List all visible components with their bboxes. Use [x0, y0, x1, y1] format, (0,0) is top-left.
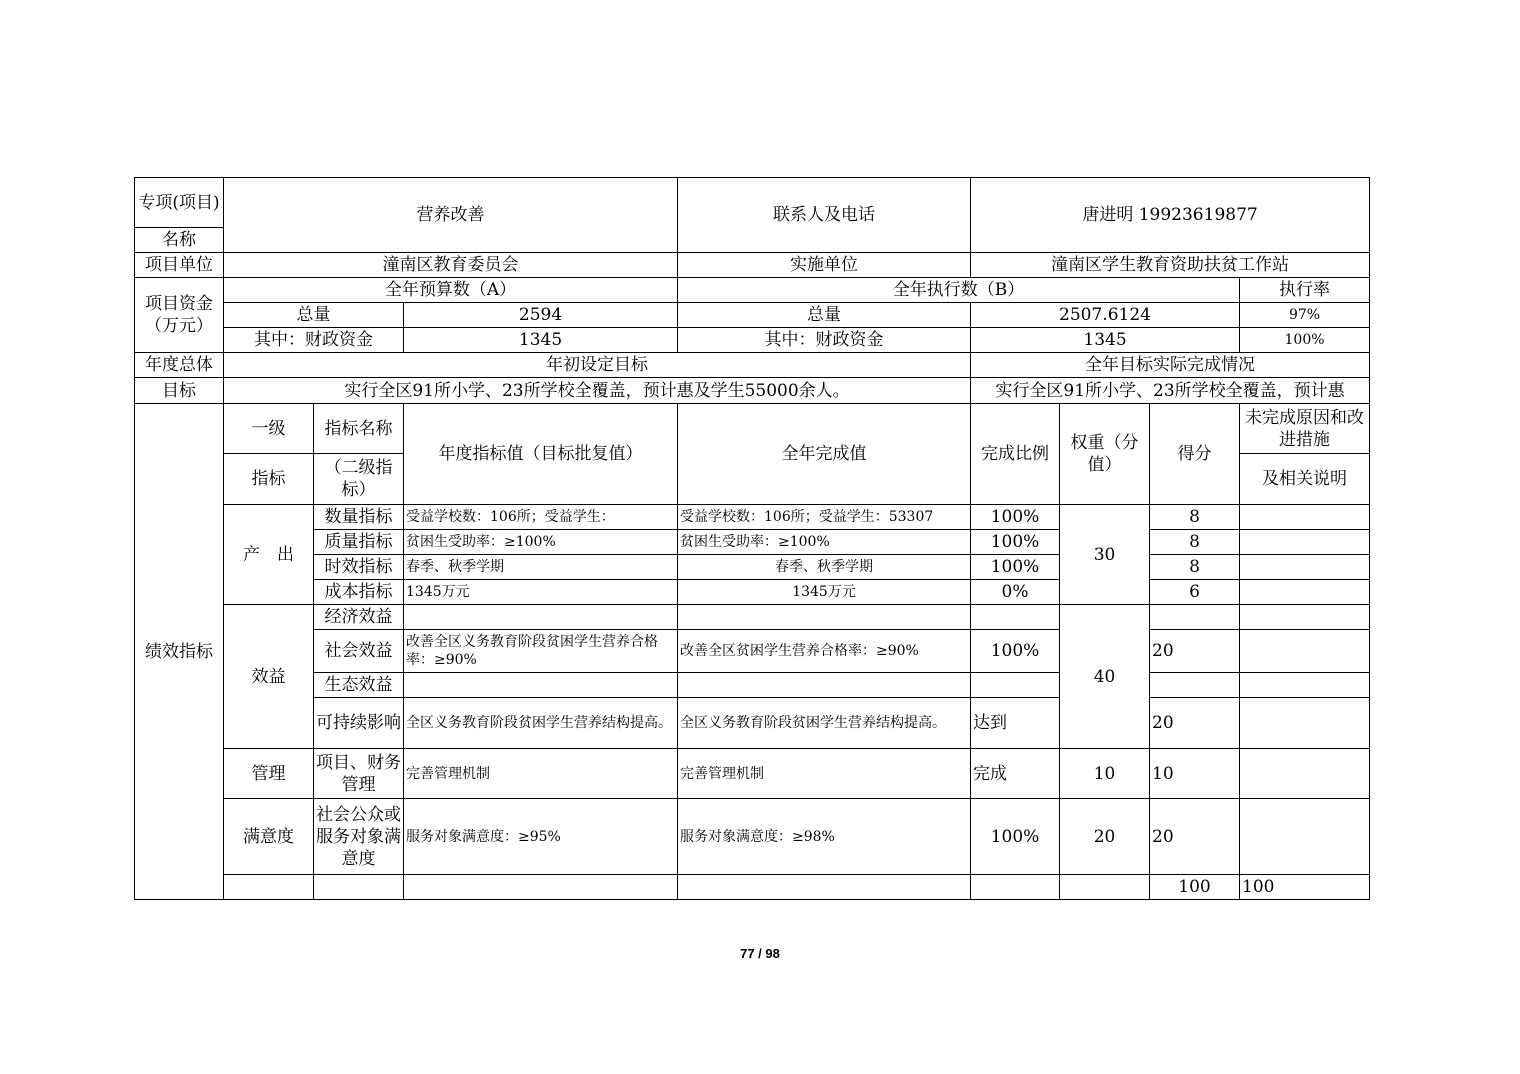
- indicator-name: 项目、财务管理: [314, 749, 404, 799]
- indicator-actual: [678, 605, 971, 630]
- goal-label: 年度总体: [135, 353, 224, 378]
- performance-table: [134, 177, 1370, 900]
- col-name-header: 指标名称: [314, 404, 404, 454]
- indicator-target: 1345万元: [404, 580, 678, 605]
- col-actual-header: 全年完成值: [678, 404, 971, 505]
- total-row-cell: [224, 875, 314, 900]
- budget-header: 全年预算数（A）: [224, 278, 678, 303]
- indicator-actual: 春季、秋季学期: [678, 555, 971, 580]
- project-name-value: 营养改善: [224, 178, 678, 253]
- total-row-cell: [404, 875, 678, 900]
- indicator-name: 时效指标: [314, 555, 404, 580]
- total-weight: 100: [1150, 875, 1240, 900]
- project-name-label-2: 名称: [135, 228, 224, 253]
- indicator-target: 贫困生受助率：≥100%: [404, 530, 678, 555]
- indicator-ratio: [971, 673, 1060, 698]
- indicator-target: [404, 605, 678, 630]
- fiscal-exec: 1345: [971, 328, 1240, 353]
- indicator-name: 数量指标: [314, 505, 404, 530]
- indicator-reason: [1240, 630, 1370, 673]
- project-unit-label: 项目单位: [135, 253, 224, 278]
- goal-label-2: 目标: [135, 378, 224, 404]
- total-label-2: 总量: [678, 303, 971, 328]
- indicator-ratio: 达到: [971, 698, 1060, 749]
- total-row-cell: [971, 875, 1060, 900]
- indicator-target: [404, 673, 678, 698]
- management-weight: 10: [1060, 749, 1150, 799]
- indicator-reason: [1240, 505, 1370, 530]
- indicator-name: 经济效益: [314, 605, 404, 630]
- indicator-ratio: 100%: [971, 555, 1060, 580]
- indicator-actual: 受益学校数：106所；受益学生：53307: [678, 505, 971, 530]
- indicator-score: 20: [1150, 799, 1240, 875]
- indicator-reason: [1240, 749, 1370, 799]
- indicator-ratio: 100%: [971, 799, 1060, 875]
- indicator-score: 8: [1150, 505, 1240, 530]
- indicator-score: 8: [1150, 555, 1240, 580]
- indicator-target: 完善管理机制: [404, 749, 678, 799]
- goal-set-text: 实行全区91所小学、23所学校全覆盖，预计惠及学生55000余人。: [224, 378, 971, 404]
- indicator-reason: [1240, 580, 1370, 605]
- total-row-cell: [678, 875, 971, 900]
- indicator-reason: [1240, 530, 1370, 555]
- indicator-target: 受益学校数：106所；受益学生：: [404, 505, 678, 530]
- total-budget: 2594: [404, 303, 678, 328]
- indicator-name: 质量指标: [314, 530, 404, 555]
- indicator-target: 春季、秋季学期: [404, 555, 678, 580]
- page-number: 77 / 98: [740, 946, 780, 961]
- benefit-weight: 40: [1060, 605, 1150, 749]
- project-unit-value: 潼南区教育委员会: [224, 253, 678, 278]
- satisfaction-weight: 20: [1060, 799, 1150, 875]
- indicator-target: 全区义务教育阶段贫困学生营养结构提高。: [404, 698, 678, 749]
- impl-unit-value: 潼南区学生教育资助扶贫工作站: [971, 253, 1370, 278]
- indicator-score: 20: [1150, 698, 1240, 749]
- indicator-name: 可持续影响: [314, 698, 404, 749]
- rate-header: 执行率: [1240, 278, 1370, 303]
- indicator-name: 成本指标: [314, 580, 404, 605]
- management-level1: 管理: [224, 749, 314, 799]
- indicator-target: 改善全区义务教育阶段贫困学生营养合格率：≥90%: [404, 630, 678, 673]
- indicator-reason: [1240, 698, 1370, 749]
- col-reason-header-2: 及相关说明: [1240, 454, 1370, 505]
- total-score: 100: [1240, 875, 1370, 900]
- goal-set-header: 年初设定目标: [224, 353, 971, 378]
- indicator-actual: 全区义务教育阶段贫困学生营养结构提高。: [678, 698, 971, 749]
- indicator-target: 服务对象满意度：≥95%: [404, 799, 678, 875]
- col-weight-header: 权重（分值）: [1060, 404, 1150, 505]
- indicator-reason: [1240, 605, 1370, 630]
- exec-header: 全年执行数（B）: [678, 278, 1240, 303]
- indicator-score: [1150, 605, 1240, 630]
- goal-actual-header: 全年目标实际完成情况: [971, 353, 1370, 378]
- col-name-header-2: （二级指标）: [314, 454, 404, 505]
- total-rate: 97%: [1240, 303, 1370, 328]
- col-ratio-header: 完成比例: [971, 404, 1060, 505]
- col-target-header: 年度指标值（目标批复值）: [404, 404, 678, 505]
- impl-unit-label: 实施单位: [678, 253, 971, 278]
- indicator-reason: [1240, 555, 1370, 580]
- col-reason-header: 未完成原因和改进措施: [1240, 404, 1370, 454]
- indicator-reason: [1240, 673, 1370, 698]
- indicator-actual: 完善管理机制: [678, 749, 971, 799]
- contact-value: 唐进明 19923619877: [971, 178, 1370, 253]
- indicator-actual: [678, 673, 971, 698]
- total-exec: 2507.6124: [971, 303, 1240, 328]
- indicator-actual: 贫困生受助率：≥100%: [678, 530, 971, 555]
- col-score-header: 得分: [1150, 404, 1240, 505]
- output-weight: 30: [1060, 505, 1150, 605]
- indicator-name: 社会效益: [314, 630, 404, 673]
- funds-label: 项目资金（万元）: [135, 278, 224, 353]
- indicator-actual: 改善全区贫困学生营养合格率：≥90%: [678, 630, 971, 673]
- project-name-label: 专项(项目): [135, 178, 224, 228]
- indicator-ratio: 100%: [971, 630, 1060, 673]
- indicator-name: 生态效益: [314, 673, 404, 698]
- col-level1-header: 一级: [224, 404, 314, 454]
- fiscal-label: 其中：财政资金: [224, 328, 404, 353]
- indicator-ratio: 100%: [971, 530, 1060, 555]
- indicator-score: 6: [1150, 580, 1240, 605]
- indicator-actual: 服务对象满意度：≥98%: [678, 799, 971, 875]
- contact-label: 联系人及电话: [678, 178, 971, 253]
- indicator-score: 8: [1150, 530, 1240, 555]
- indicator-ratio: 完成: [971, 749, 1060, 799]
- indicator-ratio: 0%: [971, 580, 1060, 605]
- indicators-section-label: 绩效指标: [135, 404, 224, 900]
- indicator-reason: [1240, 799, 1370, 875]
- goal-actual-text: 实行全区91所小学、23所学校全覆盖，预计惠: [971, 378, 1370, 404]
- fiscal-rate: 100%: [1240, 328, 1370, 353]
- indicator-score: [1150, 673, 1240, 698]
- fiscal-label-2: 其中：财政资金: [678, 328, 971, 353]
- satisfaction-level1: 满意度: [224, 799, 314, 875]
- indicator-ratio: 100%: [971, 505, 1060, 530]
- total-row-cell: [314, 875, 404, 900]
- fiscal-budget: 1345: [404, 328, 678, 353]
- indicator-ratio: [971, 605, 1060, 630]
- col-level1-header-2: 指标: [224, 454, 314, 505]
- total-label: 总量: [224, 303, 404, 328]
- output-level1: 产 出: [224, 505, 314, 605]
- indicator-actual: 1345万元: [678, 580, 971, 605]
- indicator-name: 社会公众或服务对象满意度: [314, 799, 404, 875]
- total-row-cell: [1060, 875, 1150, 900]
- indicator-score: 20: [1150, 630, 1240, 673]
- benefit-level1: 效益: [224, 605, 314, 749]
- indicator-score: 10: [1150, 749, 1240, 799]
